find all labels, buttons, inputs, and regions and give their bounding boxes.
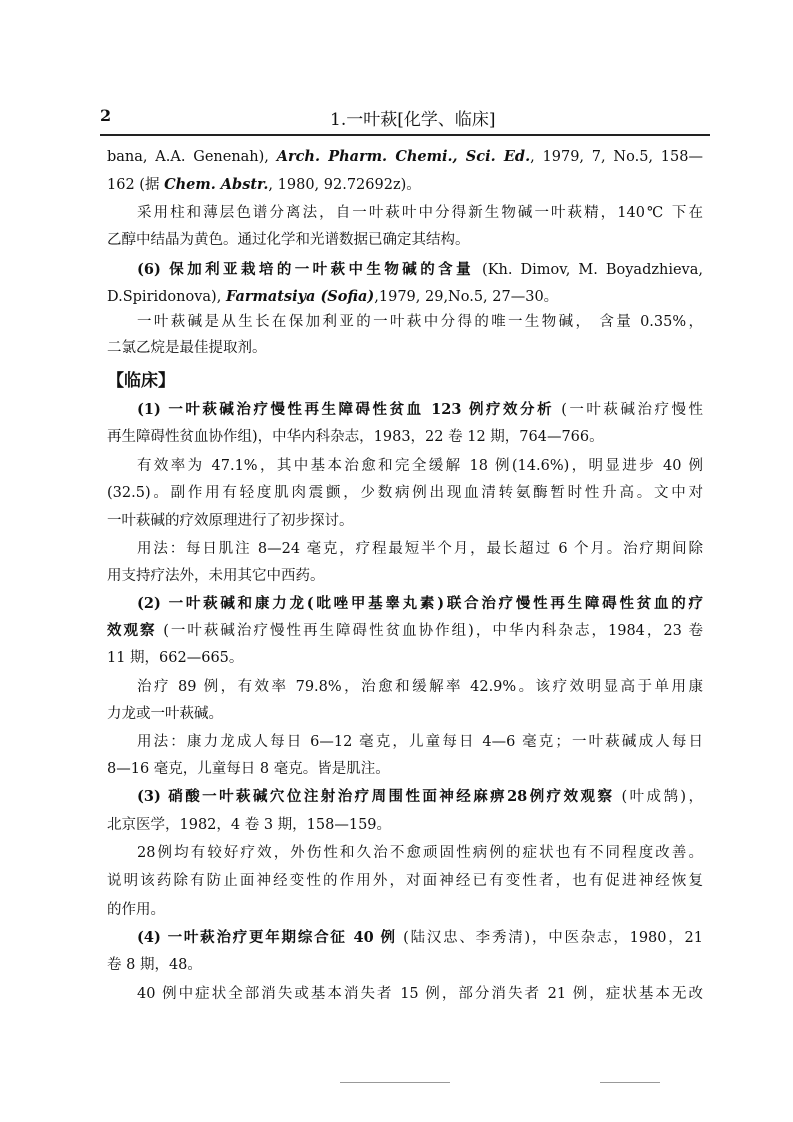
text-line [107, 483, 703, 503]
text-line [107, 175, 703, 195]
header-rule [100, 134, 710, 136]
text-segment: 的作用。 [107, 902, 165, 918]
citation-title: (3) 硝酸一叶萩碱穴位注射治疗周围性面神经麻痹28例疗效观察 [137, 788, 615, 805]
text-segment: 治疗 89 例，有效率 79.8%，治愈和缓解率 42.9%。该疗效明显高于单用康 [137, 679, 703, 695]
text-segment: (一叶萩碱治疗慢性 [554, 402, 703, 418]
text-line [137, 594, 703, 614]
text-line [137, 260, 703, 280]
text-line [137, 787, 703, 807]
text-segment: 用支持疗法外，未用其它中西药。 [107, 568, 325, 584]
text-line [107, 759, 703, 779]
text-line [107, 287, 703, 307]
text-segment: 40 例中症状全部消失或基本消失者 15 例，部分消失者 21 例，症状基本无改 [137, 986, 703, 1002]
text-line [137, 203, 703, 223]
journal-name: Chem. Abstr. [164, 176, 269, 193]
scan-noise [340, 1082, 450, 1083]
text-line [107, 511, 703, 531]
text-segment: 用法：每日肌注 8—24 毫克，疗程最短半个月，最长超过 6 个月。治疗期间除 [137, 541, 703, 557]
text-segment: 8—16 毫克，儿童每日 8 毫克。皆是肌注。 [107, 761, 390, 777]
text-line [107, 147, 703, 167]
text-segment: 28例均有较好疗效，外伤性和久治不愈顽固性病例的症状也有不同程度改善。 [137, 845, 703, 861]
page-number: 2 [100, 106, 112, 125]
text-segment: 162 (据 [107, 177, 165, 193]
text-line [107, 621, 703, 641]
text-segment: D.Spiridonova), [107, 289, 226, 305]
text-segment: (陆汉忠、李秀清)，中医杂志，1980，21 [396, 930, 703, 946]
text-segment: 一叶萩碱是从生长在保加利亚的一叶萩中分得的唯一生物碱， 含量 0.35%， [137, 314, 703, 330]
text-line [107, 955, 703, 975]
text-segment: 乙醇中结晶为黄色。通过化学和光谱数据已确定其结构。 [107, 232, 470, 248]
text-line [107, 815, 703, 835]
citation-title: (1) 一叶萩碱治疗慢性再生障碍性贫血 123 例疗效分析 [137, 401, 555, 418]
citation-title: (6) 保加利亚栽培的一叶萩中生物碱的含量 [137, 261, 474, 278]
section-heading: 【临床】 [107, 371, 175, 391]
text-segment: (32.5)。副作用有轻度肌肉震颤，少数病例出现血清转氨酶暂时性升高。文中对 [107, 485, 703, 501]
text-segment: , 1980, 92.72692z)。 [268, 177, 421, 193]
text-line [137, 984, 703, 1004]
text-segment: 用法：康力龙成人每日 6—12 毫克，儿童每日 4—6 毫克；一叶萩碱成人每日 [137, 734, 703, 750]
text-segment: (Kh. Dimov, M. Boyadzhieva, [474, 262, 703, 278]
text-segment: ,1979, 29,No.5, 27—30。 [374, 289, 559, 305]
text-line [137, 732, 703, 752]
text-segment: 再生障碍性贫血协作组)，中华内科杂志，1983，22 卷 12 期，764—766。 [107, 429, 604, 445]
text-line [137, 456, 703, 476]
text-segment: 一叶萩碱的疗效原理进行了初步探讨。 [107, 513, 354, 529]
text-segment: 说明该药除有防止面神经变性的作用外，对面神经已有变性者，也有促进神经恢复 [107, 873, 703, 889]
scan-noise [600, 1082, 660, 1083]
text-segment: 采用柱和薄层色谱分离法，自一叶萩叶中分得新生物碱一叶萩精，140℃ 下在 [137, 205, 703, 221]
text-line [137, 312, 703, 332]
text-line [107, 648, 703, 668]
text-segment: 力龙或一叶萩碱。 [107, 706, 223, 722]
text-line [137, 677, 703, 697]
text-line [107, 338, 703, 358]
citation-title: 效观察 [107, 622, 157, 639]
text-segment: (一叶萩碱治疗慢性再生障碍性贫血协作组)，中华内科杂志，1984，23 卷 [156, 623, 703, 639]
citation-title: (2) 一叶萩碱和康力龙(吡唑甲基睾丸素)联合治疗慢性再生障碍性贫血的疗 [137, 595, 703, 612]
text-line [137, 400, 703, 420]
text-line [137, 928, 703, 948]
journal-name: Arch. Pharm. Chemi., Sci. Ed. [276, 148, 531, 165]
text-line [107, 900, 703, 920]
text-segment: , 1979, 7, No.5, 158— [530, 149, 703, 165]
text-line [137, 539, 703, 559]
citation-title: (4) 一叶萩治疗更年期综合征 40 例 [137, 929, 397, 946]
text-line [107, 427, 703, 447]
text-segment: 11 期，662—665。 [107, 650, 244, 666]
text-segment: 有效率为 47.1%，其中基本治愈和完全缓解 18 例(14.6%)，明显进步 40 例 [137, 458, 703, 474]
text-line [107, 871, 703, 891]
text-segment: bana, A.A. Genenah), [107, 149, 277, 165]
text-segment: 北京医学，1982，4 卷 3 期，158—159。 [107, 817, 392, 833]
text-segment: 卷 8 期，48。 [107, 957, 202, 973]
text-line [137, 843, 703, 863]
journal-name: Farmatsiya (Sofia) [225, 288, 375, 305]
text-line [107, 704, 703, 724]
text-segment: (叶成鹄)， [614, 789, 703, 805]
running-title: 1.一叶萩[化学、临床] [330, 110, 496, 130]
text-line [107, 230, 703, 250]
text-segment: 二氯乙烷是最佳提取剂。 [107, 340, 267, 356]
text-line [107, 566, 703, 586]
